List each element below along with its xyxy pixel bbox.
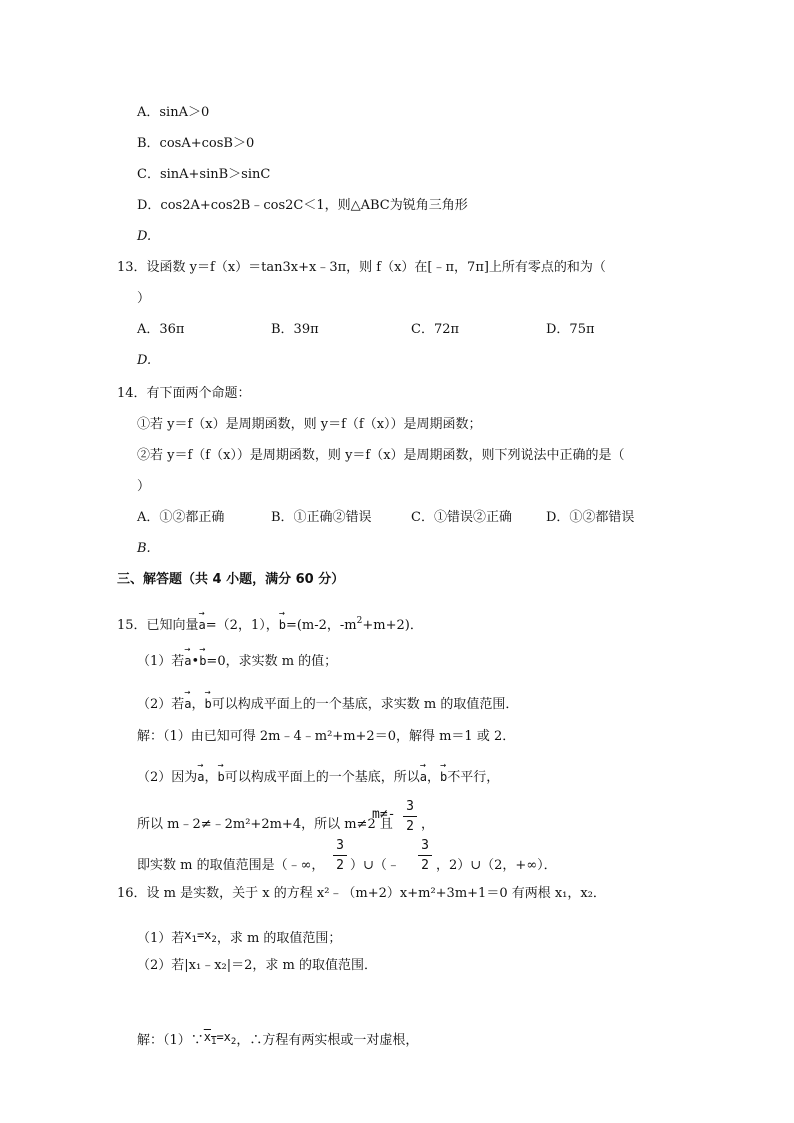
vector-b: → b xyxy=(205,695,212,713)
x1-equals-x2 xyxy=(184,928,217,945)
q15-s3-end: ， xyxy=(421,817,435,832)
q14-option-d: D．①②都错误 xyxy=(546,510,635,525)
x1-symbol: x xyxy=(184,928,192,942)
q15-solution-4-pre: 即实数 m 的取值范围是（﹣∞， xyxy=(137,858,325,873)
q15-b-def-end: +m+2)． xyxy=(362,618,423,633)
q15-part-2 xyxy=(137,695,518,714)
q12-option-b: B．cosA+cosB＞0 xyxy=(137,136,255,151)
dot-operator: • xyxy=(191,654,200,669)
q12-option-a: A．sinA＞0 xyxy=(137,105,210,120)
x1-conjugate xyxy=(203,1030,217,1047)
subscript: 1 xyxy=(191,935,197,945)
q15-p2-pre: （2）若 xyxy=(137,697,185,712)
q15-p1-pre: （1）若 xyxy=(137,654,185,669)
equals-x: =x xyxy=(216,1030,231,1044)
q13-option-a: A．36π xyxy=(137,322,185,337)
q15-solution-3: 所以 m﹣2≠﹣2m²+2m+4，所以 m≠2 且 xyxy=(137,817,393,832)
q15-s2-mid: 可以构成平面上的一个基底，所以 xyxy=(224,770,420,785)
q14-option-b: B．①正确②错误 xyxy=(271,510,372,525)
q15-p2-post: 可以构成平面上的一个基底，求实数 m 的取值范围． xyxy=(211,697,519,712)
q13-stem: 13．设函数 y＝f（x）＝tan3x+x﹣3π，则 f（x）在[﹣π，7π]上所有零点的和为（ xyxy=(117,260,606,275)
q16-s1-pre: 解：（1）∵ xyxy=(137,1033,204,1048)
q15-p1-post: =0，求实数 m 的值； xyxy=(206,654,338,669)
vector-a: → a xyxy=(184,652,191,670)
fraction-three-halves xyxy=(403,799,417,834)
vector-b: → b xyxy=(440,768,447,786)
comma: ， xyxy=(427,770,441,785)
q16-part-1 xyxy=(137,926,341,949)
q16-solution-1 xyxy=(137,1028,418,1051)
q16-stem: 16．设 m 是实数，关于 x 的方程 x²﹣（m+2）x+m²+3m+1＝0 有两根 x₁，x₂． xyxy=(117,886,606,901)
q14-option-a: A．①②都正确 xyxy=(137,510,225,525)
q12-answer: D. xyxy=(137,229,152,244)
fraction-denominator: 2 xyxy=(421,858,429,873)
vector-a: → a xyxy=(184,695,191,713)
fraction-denominator: 2 xyxy=(336,858,344,873)
vector-a: → a xyxy=(420,768,427,786)
q15-stem-pre: 15．已知向量 xyxy=(117,618,199,633)
q15-solution-4-end: ，2）∪（2，+∞）． xyxy=(436,858,557,873)
q15-s2-end: 不平行， xyxy=(447,770,500,785)
comma: ， xyxy=(204,770,218,785)
q13-answer: D. xyxy=(137,353,152,368)
superscript: 2 xyxy=(356,616,363,626)
vector-a: → a xyxy=(199,616,206,634)
q13-option-c: C．72π xyxy=(411,322,460,337)
vector-a: → a xyxy=(197,768,204,786)
vector-b: → b xyxy=(218,768,225,786)
x1-symbol: x xyxy=(203,1030,212,1044)
q15-b-def: =(m-2，-m xyxy=(285,618,357,633)
q15-stem xyxy=(117,612,423,635)
q14-proposition-1: ①若 y＝f（x）是周期函数，则 y＝f（f（x））是周期函数； xyxy=(137,417,482,432)
q13-option-d: D．75π xyxy=(546,322,595,337)
vector-b: → b xyxy=(279,616,286,634)
q15-solution-4-mid: ）∪（﹣ xyxy=(350,858,400,873)
fraction-bar xyxy=(418,855,432,856)
fraction-bar xyxy=(403,816,417,817)
q15-solution-1: 解：（1）由已知可得 2m﹣4﹣m²+m+2＝0，解得 m＝1 或 2． xyxy=(137,729,516,744)
q14-answer: B. xyxy=(137,541,151,556)
x1-bar-equals-x2 xyxy=(203,1030,237,1047)
fraction-three-halves xyxy=(418,838,432,873)
q16-p1-pre: （1）若 xyxy=(137,931,185,946)
fraction-bar xyxy=(333,855,347,856)
q13-option-b: B．39π xyxy=(271,322,319,337)
q12-option-d: D．cos2A+cos2B﹣cos2C＜1，则△ABC为锐角三角形 xyxy=(137,198,468,213)
q16-s1-post: ，∴方程有两实根或一对虚根， xyxy=(236,1033,419,1048)
q15-s2-pre: （2）因为 xyxy=(137,770,198,785)
q15-m-neq: m≠- xyxy=(372,807,396,822)
q14-proposition-2: ②若 y＝f（f（x））是周期函数，则 y＝f（x）是周期函数，则下列说法中正确的是（ xyxy=(137,448,625,463)
q14-option-c: C．①错误②正确 xyxy=(411,510,512,525)
q12-option-c: C．sinA+sinB＞sinC xyxy=(137,167,271,182)
fraction-numerator: 3 xyxy=(406,799,414,814)
subscript: 2 xyxy=(230,1037,237,1047)
vector-b: → b xyxy=(199,652,206,670)
q15-solution-2 xyxy=(137,768,499,787)
fraction-denominator: 2 xyxy=(406,819,414,834)
q16-part-2: （2）若|x₁﹣x₂|＝2，求 m 的取值范围． xyxy=(137,958,377,973)
fraction-numerator: 3 xyxy=(336,838,344,853)
comma: ， xyxy=(191,697,205,712)
q13-stem-end: ） xyxy=(137,291,151,306)
subscript: 2 xyxy=(211,935,217,945)
fraction-numerator: 3 xyxy=(421,838,429,853)
equals-x: =x xyxy=(196,928,212,942)
section-title: 三、解答题（共 4 小题，满分 60 分） xyxy=(117,572,345,587)
subscript: 1 xyxy=(211,1037,217,1047)
fraction-three-halves xyxy=(333,838,347,873)
q14-stem: 14．有下面两个命题： xyxy=(117,386,251,401)
q14-stem-end: ） xyxy=(137,479,151,494)
q16-p1-post: ，求 m 的取值范围； xyxy=(216,931,342,946)
q15-a-def: =（2，1）， xyxy=(205,618,279,633)
q15-part-1 xyxy=(137,652,337,671)
